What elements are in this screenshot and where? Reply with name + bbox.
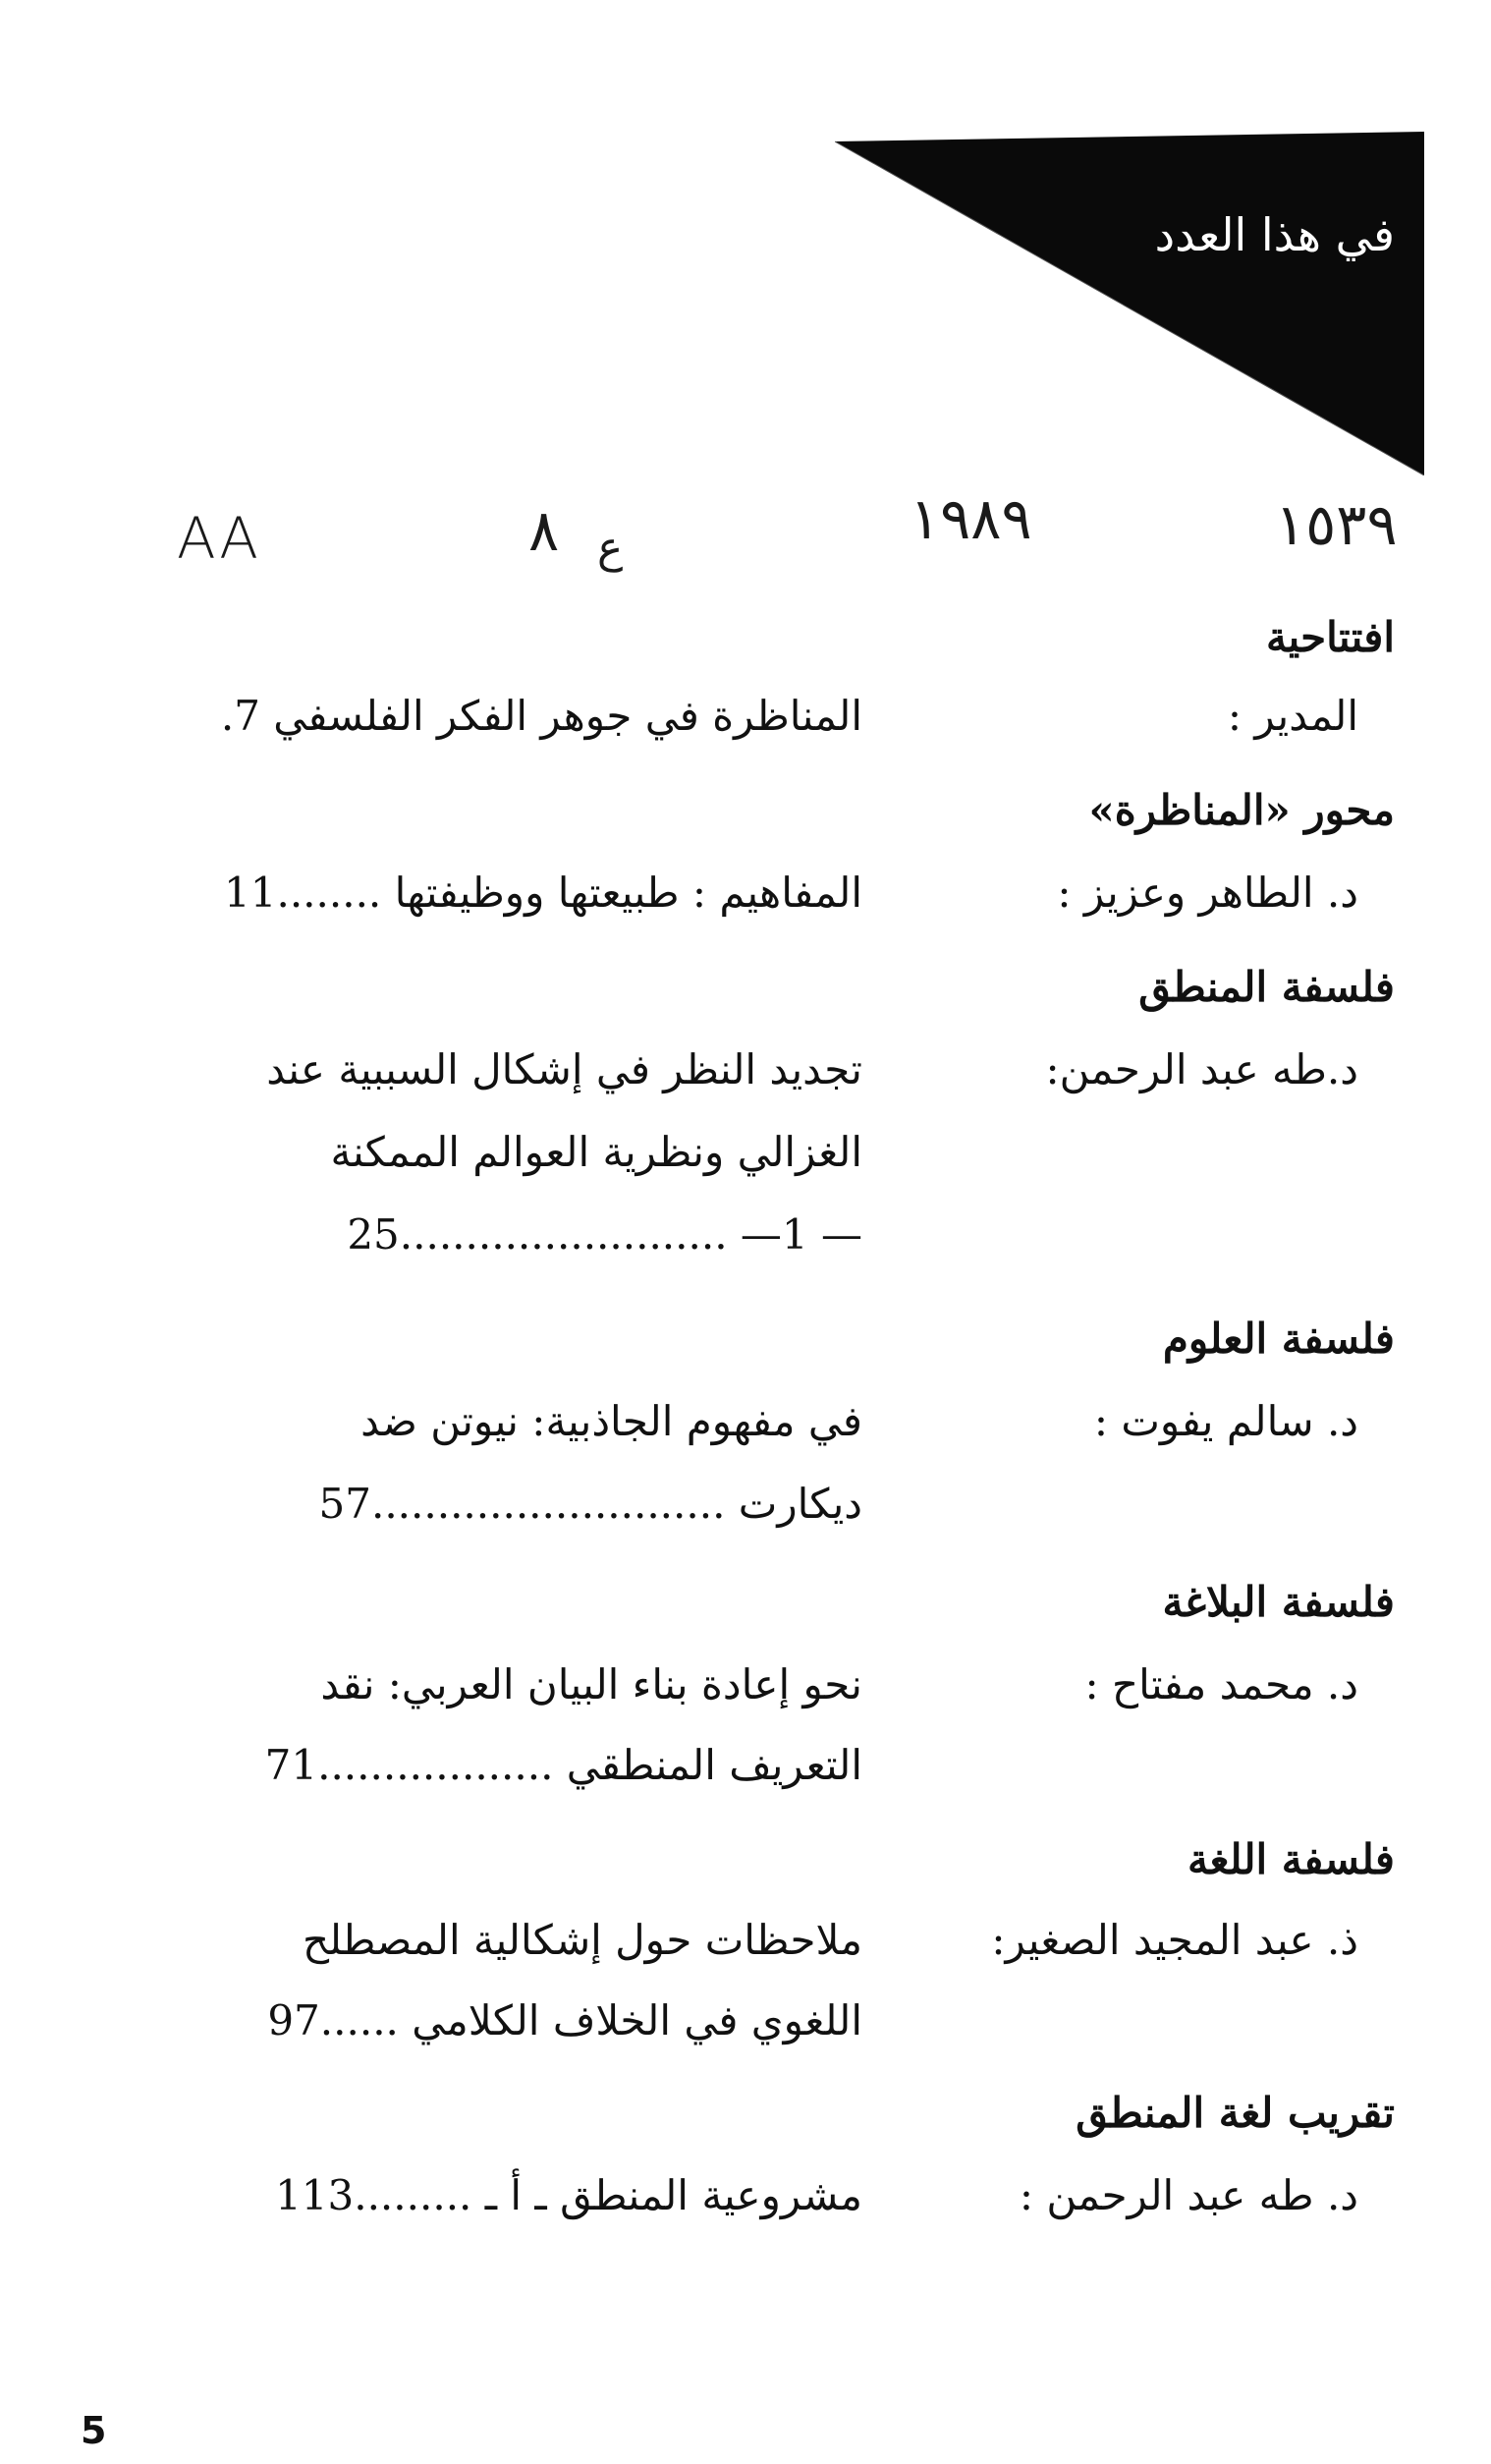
article-title-line: في مفهوم الجاذبية: نيوتن ضد <box>360 1397 862 1445</box>
author-name: د. الطاهر وعزيز : <box>1057 868 1358 917</box>
author-name: ذ. عبد المجيد الصغير: <box>991 1916 1358 1964</box>
article-title-line: — 1— .........................25 <box>347 1210 862 1259</box>
article-title-line: ملاحظات حول إشكالية المصطلح <box>302 1916 862 1964</box>
article-title-line: الغزالي ونظرية العوالم الممكنة <box>330 1128 862 1176</box>
handwritten-note: ٨ <box>528 497 560 564</box>
section-title: فلسفة اللغة <box>1187 1835 1395 1883</box>
article-title-line: تجديد النظر في إشكال السببية عند <box>266 1045 862 1093</box>
black-triangle-banner <box>835 132 1424 476</box>
author-name: د.طه عبد الرحمن: <box>1045 1045 1358 1093</box>
handwritten-note: ع <box>597 523 624 573</box>
author-name: د. محمد مفتاح : <box>1084 1660 1358 1708</box>
article-title-line: التعريف المنطقي ..................71 <box>264 1741 862 1789</box>
section-title: فلسفة المنطق <box>1138 963 1395 1011</box>
header-banner <box>835 132 1424 476</box>
author-name: د. طه عبد الرحمن : <box>1019 2171 1358 2219</box>
section-title: فلسفة العلوم <box>1162 1315 1395 1363</box>
article-title-line: مشروعية المنطق ـ أ ـ .........113 <box>275 2171 862 2219</box>
article-title-line: نحو إعادة بناء البيان العربي: نقد <box>320 1660 862 1708</box>
handwritten-annotations <box>0 477 1491 605</box>
author-name: د. سالم يفوت : <box>1093 1397 1358 1445</box>
section-title: محور «المناظرة» <box>1088 786 1395 834</box>
author-name: المدير : <box>1227 692 1358 740</box>
section-title: تقريب لغة المنطق <box>1076 2089 1395 2137</box>
handwritten-note: ١٥٣٩ <box>1275 491 1398 558</box>
banner-title: في هذا العدد <box>1154 208 1395 261</box>
article-title-line: المناظرة في جوهر الفكر الفلسفي 7. <box>220 692 862 740</box>
article-title-line: المفاهيم : طبيعتها ووظيفتها ........11 <box>224 868 862 917</box>
handwritten-note: ١٩٨٩ <box>910 485 1032 552</box>
handwritten-note: AA <box>177 505 260 572</box>
section-title: افتتاحية <box>1265 613 1395 661</box>
article-title-line: اللغوي في الخلاف الكلامي ......97 <box>267 1996 862 2044</box>
article-title-line: ديكارت ...........................57 <box>318 1480 862 1528</box>
page-number: 5 <box>81 2409 107 2452</box>
section-title: فلسفة البلاغة <box>1162 1578 1395 1626</box>
